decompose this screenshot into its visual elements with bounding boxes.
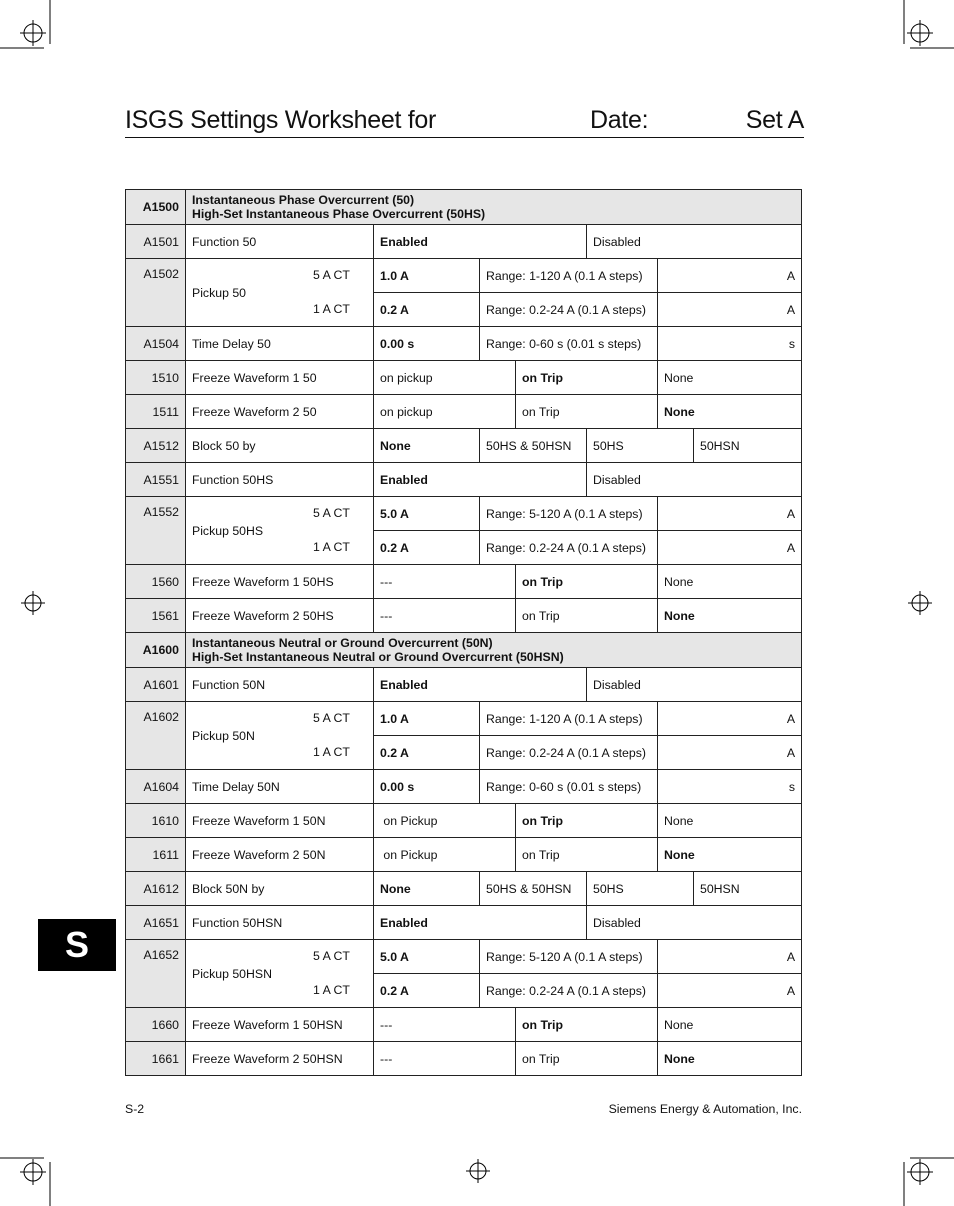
option[interactable]: on Trip [516, 1042, 658, 1076]
option[interactable]: --- [374, 1042, 516, 1076]
default-value: 0.2 A [374, 293, 480, 327]
setting-label: Block 50 by [186, 429, 374, 463]
section-subtitle-line: High-Set Instantaneous Phase Overcurrent (50HS) [192, 207, 486, 221]
page-title: ISGS Settings Worksheet for [125, 106, 437, 134]
setting-label [186, 259, 374, 327]
set-label: Set A [745, 106, 804, 134]
value-entry-field[interactable]: A [658, 259, 802, 293]
setting-code: A1500 [126, 190, 186, 225]
section-title-line: Instantaneous Neutral or Ground Overcurrent (50N) [192, 636, 493, 650]
setting-label: Function 50 [186, 225, 374, 259]
setting-code: A1601 [126, 668, 186, 702]
setting-label [186, 702, 374, 770]
option-default[interactable]: Enabled [374, 668, 587, 702]
setting-code: A1501 [126, 225, 186, 259]
table-row [126, 361, 802, 395]
setting-label: Freeze Waveform 2 50HSN [186, 1042, 374, 1076]
option-default[interactable]: None [658, 1042, 802, 1076]
setting-label: Freeze Waveform 1 50 [186, 361, 374, 395]
range-text: Range: 0-60 s (0.01 s steps) [480, 327, 658, 361]
option-default[interactable]: None [658, 838, 802, 872]
setting-code: A1612 [126, 872, 186, 906]
table-row [126, 1042, 802, 1076]
option[interactable]: on pickup [374, 361, 516, 395]
table-row [126, 565, 802, 599]
table-row [126, 872, 802, 906]
table-row [126, 668, 802, 702]
range-text: Range: 0-60 s (0.01 s steps) [480, 770, 658, 804]
ct-label: 5 A CT [313, 268, 350, 282]
section-subtitle-line: High-Set Instantaneous Neutral or Ground Overcurrent (50HSN) [192, 650, 564, 664]
setting-label: Function 50HS [186, 463, 374, 497]
option[interactable]: Disabled [587, 225, 802, 259]
setting-label: Freeze Waveform 1 50HS [186, 565, 374, 599]
option[interactable]: None [658, 804, 802, 838]
range-text: Range: 1-120 A (0.1 A steps) [480, 702, 658, 736]
option[interactable]: on Trip [516, 395, 658, 429]
setting-label [186, 940, 374, 1008]
setting-label: Function 50HSN [186, 906, 374, 940]
range-text: Range: 5-120 A (0.1 A steps) [480, 497, 658, 531]
option-default[interactable]: on Trip [516, 361, 658, 395]
option[interactable]: --- [374, 599, 516, 633]
option[interactable]: None [658, 1008, 802, 1042]
option-default[interactable]: on Trip [516, 565, 658, 599]
option[interactable]: 50HS & 50HSN [480, 429, 587, 463]
option[interactable]: --- [374, 565, 516, 599]
setting-code: A1512 [126, 429, 186, 463]
range-text: Range: 0.2-24 A (0.1 A steps) [480, 736, 658, 770]
setting-label: Function 50N [186, 668, 374, 702]
table-row [126, 463, 802, 497]
range-text: Range: 0.2-24 A (0.1 A steps) [480, 531, 658, 565]
company-name: Siemens Energy & Automation, Inc. [608, 1102, 802, 1116]
option-default[interactable]: None [374, 429, 480, 463]
setting-label: Freeze Waveform 1 50N [186, 804, 374, 838]
ct-label: 5 A CT [313, 949, 350, 963]
setting-label-text: Pickup 50HS [192, 523, 264, 538]
setting-code: A1551 [126, 463, 186, 497]
default-value: 0.2 A [374, 531, 480, 565]
section-title [186, 633, 802, 668]
table-row [126, 702, 802, 736]
setting-code: 1510 [126, 361, 186, 395]
table-row [126, 429, 802, 463]
option[interactable]: on Trip [516, 838, 658, 872]
registration-mark-bottom-left [0, 1146, 60, 1206]
range-text: Range: 1-120 A (0.1 A steps) [480, 259, 658, 293]
value-entry-field[interactable]: A [658, 974, 802, 1008]
setting-code: A1600 [126, 633, 186, 668]
table-row [126, 1008, 802, 1042]
option[interactable]: 50HS & 50HSN [480, 872, 587, 906]
table-row [126, 599, 802, 633]
value-entry-field[interactable]: A [658, 293, 802, 327]
range-text: Range: 0.2-24 A (0.1 A steps) [480, 293, 658, 327]
ct-label: 5 A CT [313, 711, 350, 725]
setting-label: Time Delay 50 [186, 327, 374, 361]
table-row [126, 327, 802, 361]
option[interactable]: on Pickup [374, 838, 516, 872]
setting-label: Block 50N by [186, 872, 374, 906]
option[interactable]: None [658, 565, 802, 599]
setting-code: A1504 [126, 327, 186, 361]
option-default[interactable]: on Trip [516, 804, 658, 838]
option[interactable]: 50HSN [694, 872, 802, 906]
option[interactable]: --- [374, 1008, 516, 1042]
section-header-row [126, 190, 802, 225]
option[interactable]: Disabled [587, 463, 802, 497]
setting-code: 1561 [126, 599, 186, 633]
default-value: 5.0 A [374, 940, 480, 974]
table-row [126, 395, 802, 429]
ct-label: 1 A CT [313, 983, 350, 997]
setting-label-text: Pickup 50N [192, 728, 255, 743]
table-row [126, 225, 802, 259]
section-header-row [126, 633, 802, 668]
value-entry-field[interactable]: A [658, 940, 802, 974]
registration-mark-mid-left [18, 589, 48, 619]
section-title [186, 190, 802, 225]
setting-code: A1502 [126, 259, 186, 327]
option-default[interactable]: None [374, 872, 480, 906]
setting-code: A1652 [126, 940, 186, 1008]
setting-code: 1610 [126, 804, 186, 838]
option-default[interactable]: Enabled [374, 906, 587, 940]
table-row [126, 804, 802, 838]
ct-label: 1 A CT [313, 302, 350, 316]
setting-label-text: Pickup 50 [192, 285, 247, 300]
default-value: 0.00 s [374, 770, 480, 804]
setting-code: 1560 [126, 565, 186, 599]
option-default[interactable]: None [658, 395, 802, 429]
default-value: 0.2 A [374, 974, 480, 1008]
registration-mark-bottom-center [463, 1157, 493, 1187]
table-row [126, 770, 802, 804]
option[interactable]: None [658, 361, 802, 395]
setting-label: Freeze Waveform 2 50 [186, 395, 374, 429]
default-value: 0.00 s [374, 327, 480, 361]
table-row [126, 259, 802, 293]
default-value: 1.0 A [374, 702, 480, 736]
setting-code: A1552 [126, 497, 186, 565]
setting-code: A1604 [126, 770, 186, 804]
default-value: 0.2 A [374, 736, 480, 770]
registration-mark-bottom-right [894, 1146, 954, 1206]
page-title-bar [125, 103, 804, 138]
section-tab-marker: S [38, 919, 116, 971]
option[interactable]: 50HS [587, 429, 694, 463]
option-default[interactable]: None [658, 599, 802, 633]
range-text: Range: 5-120 A (0.1 A steps) [480, 940, 658, 974]
setting-label: Time Delay 50N [186, 770, 374, 804]
value-entry-field[interactable]: A [658, 531, 802, 565]
table-row [126, 838, 802, 872]
option[interactable]: 50HSN [694, 429, 802, 463]
value-entry-field[interactable]: A [658, 497, 802, 531]
range-text: Range: 0.2-24 A (0.1 A steps) [480, 974, 658, 1008]
option[interactable]: on pickup [374, 395, 516, 429]
option[interactable]: on Trip [516, 599, 658, 633]
page-number: S-2 [125, 1102, 145, 1116]
setting-label: Freeze Waveform 1 50HSN [186, 1008, 374, 1042]
value-entry-field[interactable]: A [658, 736, 802, 770]
setting-code: 1611 [126, 838, 186, 872]
registration-mark-top-left [0, 0, 60, 60]
ct-label: 1 A CT [313, 745, 350, 759]
value-entry-field[interactable]: s [658, 327, 802, 361]
registration-mark-top-right [894, 0, 954, 60]
table-row [126, 906, 802, 940]
section-title-line: Instantaneous Phase Overcurrent (50) [192, 193, 415, 207]
option-default[interactable]: Enabled [374, 225, 587, 259]
setting-code: 1511 [126, 395, 186, 429]
option[interactable]: Disabled [587, 668, 802, 702]
value-entry-field[interactable]: A [658, 702, 802, 736]
setting-label-text: Pickup 50HSN [192, 966, 272, 981]
setting-code: 1660 [126, 1008, 186, 1042]
setting-code: A1651 [126, 906, 186, 940]
default-value: 1.0 A [374, 259, 480, 293]
date-label: Date: [590, 106, 649, 134]
value-entry-field[interactable]: s [658, 770, 802, 804]
table-row [126, 940, 802, 974]
option[interactable]: on Pickup [374, 804, 516, 838]
setting-label [186, 497, 374, 565]
setting-label: Freeze Waveform 2 50N [186, 838, 374, 872]
setting-label: Freeze Waveform 2 50HS [186, 599, 374, 633]
option-default[interactable]: on Trip [516, 1008, 658, 1042]
ct-label: 1 A CT [313, 540, 350, 554]
default-value: 5.0 A [374, 497, 480, 531]
ct-label: 5 A CT [313, 506, 350, 520]
setting-code: 1661 [126, 1042, 186, 1076]
table-row [126, 497, 802, 531]
registration-mark-mid-right [905, 589, 935, 619]
option-default[interactable]: Enabled [374, 463, 587, 497]
option[interactable]: 50HS [587, 872, 694, 906]
settings-worksheet-table [125, 189, 802, 1076]
option[interactable]: Disabled [587, 906, 802, 940]
setting-code: A1602 [126, 702, 186, 770]
